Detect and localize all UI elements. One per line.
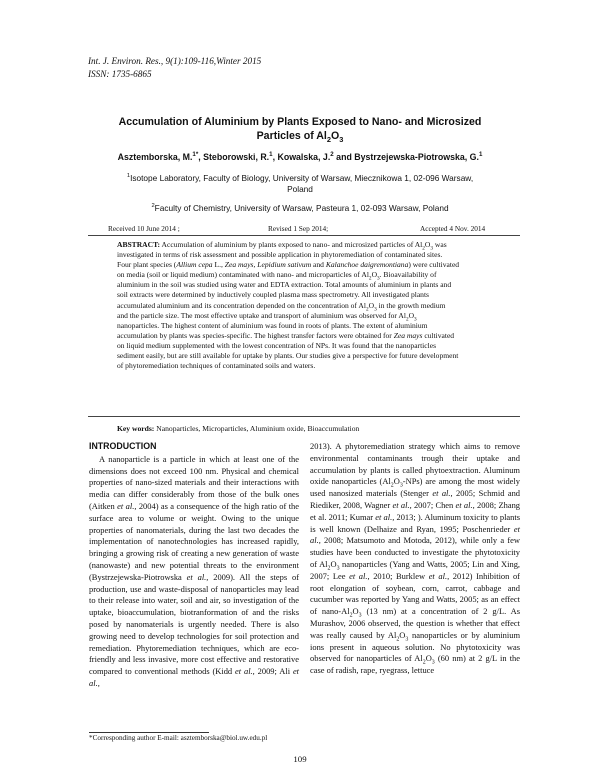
affiliation-1: $^1$Isotope Laboratory, Faculty of Biology, University of Warsaw, Miecznikowa 1, 02-096 Warsaw, Poland [126, 173, 474, 194]
introduction-heading: INTRODUCTION [89, 441, 157, 451]
body-left-column [89, 441, 299, 690]
corresponding-author-footnote: *Corresponding author E-mail: asztemborska@biol.uw.edu.pl [89, 734, 268, 742]
footnote-rule [89, 732, 209, 733]
title-line-1: Accumulation of Aluminium by Plants Exposed to Nano- and Microsized [118, 116, 482, 128]
author-list: Asztemborska, M.$^{1*}$, Steborowski, R.$^1$, Kowalska, J.$^2$ and Bystrzejewska-Piotrowska, G.$^1$ [117, 151, 483, 162]
title-line-2: Particles of $Al_2O_3$ [256, 130, 344, 145]
revised-date: Revised 1 Sep 2014; [268, 224, 329, 233]
received-date: Received 10 June 2014 ; [108, 224, 180, 233]
keywords: Key words: Nanoparticles, Microparticles, Aluminium oxide, Bioaccumulation [117, 424, 360, 433]
journal-issn: ISSN: 1735-6865 [88, 69, 152, 79]
divider-bottom [88, 416, 520, 417]
intro-paragraph-continued: 2013). A phytoremediation strategy which aims to remove environmental contaminants trough their uptake and accumulation by plants is called phytoextraction. Aluminum oxide nanoparticles $(Al_2O_3-NPs)$ are among the most widely used nanosized materials (Stenger et al., 2005; Schmid and Riediker, 2008, Wagner et al., 2007; Chen et al., 2008; Zhang et al. 2011; Kumar et al., 2013; ). Aluminum toxicity to plants is well known (Delhaize and Ryan, 1995; Poschenrieder et al., 2008; Matsumoto and Motoda, 2012), while only a few studies have been conducted to investigate the phytotoxicity of $Al_2O_3$ nanoparticles (Yang and Watts, 2005; Lin and Xing, 2007; Lee et al., 2010; Burklew et al., 2012) Inhibition of root elongation of soybean, corn, carrot, cabbage and cucumber was reported by Yang and Watts, 2005; as an effect of nano-$Al_2O_3$ (13 nm) at a concentration of 2 g/L. As Murashov, 2006 observed, the question is whether that effect was really caused by $Al_2O_3$ nanoparticles or by aluminium ions present in aqueous solution. No phytotoxicity was observed for nanoparticles of $Al_2O_3$ (60 nm) at 2 g/L in the case of radish, rape, ryegrass, lettuce [310, 441, 521, 676]
page-number: 109 [293, 754, 307, 764]
accepted-date: Accepted 4 Nov. 2014 [420, 224, 486, 233]
journal-citation: Int. J. Environ. Res., 9(1):109-116,Winter 2015 [88, 56, 262, 66]
divider-top [88, 235, 520, 236]
paper-title [100, 115, 500, 143]
body-right-column [310, 441, 520, 677]
abstract: ABSTRACT: Accumulation of aluminium by plants exposed to nano- and microsized particles of $Al_2O_3$ was investigated in terms of risk assessment and possible application in phytoremediation of contaminated sites. Four plant species (Allium cepa L., Zea mays, Lepidium sativum and Kalanchoe daigremontiana) were cultivated on media (soil or liquid medium) contaminated with nano- and microparticles of $Al_2O_3$. Bioavailability of aluminium in the soil was studied using water and EDTA extraction. Total amounts of aluminium in plants and soil extracts were determined by inductively coupled plasma mass spectrometry. All investigated plants accumulated aluminium and its concentration depended on the concentration of $Al_2O_3$ in the growth medium and the particle size. The most effective uptake and transport of aluminium was observed for $Al_2O_3$ nanoparticles. The highest content of aluminium was found in roots of plants. The extent of aluminium accumulation by plants was species-specific. The highest transfer factors were obtained for Zea mays cultivated on liquid medium supplemented with the lowest concentration of NPs. It was found that the nanoparticles sediment easily, but are still available for uptake by plants. Our studies give a perspective for future development of phytoremediation techniques of contaminated soils and waters. [117, 240, 460, 371]
abstract-label: ABSTRACT: [117, 240, 161, 249]
journal-header [88, 55, 261, 81]
affiliation-2: $^2$Faculty of Chemistry, University of Warsaw, Pasteura 1, 02-093 Warsaw, Poland [151, 203, 449, 213]
intro-paragraph: A nanoparticle is a particle in which at least one of the dimensions does not exceed 100 nm. Physical and chemical properties of nano-sized materials and their interactions with media can differ considerably from those of the bulk ones (Aitken et al., 2004) as a consequence of the high ratio of the surface area to volume or weight. Owing to the unique properties of nanomaterials, during the last two decades the implementation of nanotechnologies has increased rapidly, bringing a growing risk of creating a new generation of waste (nanowaste) and new potential threats to the environment (Bystrzejewska-Piotrowska et al., 2009). All the steps of production, use and waste-disposal of nanoparticles may lead to their release into water, soil and air, so investigation of the uptake, bioaccumulation, biotranformation of and the risks posed by nanomaterials is urgently needed. There is also growing need to develop technologies for soil protection and remediation. Phytoremediation techniques, which are eco-friendly and less invasive, more cost effective and restorative compared to conventional methods (Kidd et al., 2009; Ali et al., [89, 453, 300, 688]
